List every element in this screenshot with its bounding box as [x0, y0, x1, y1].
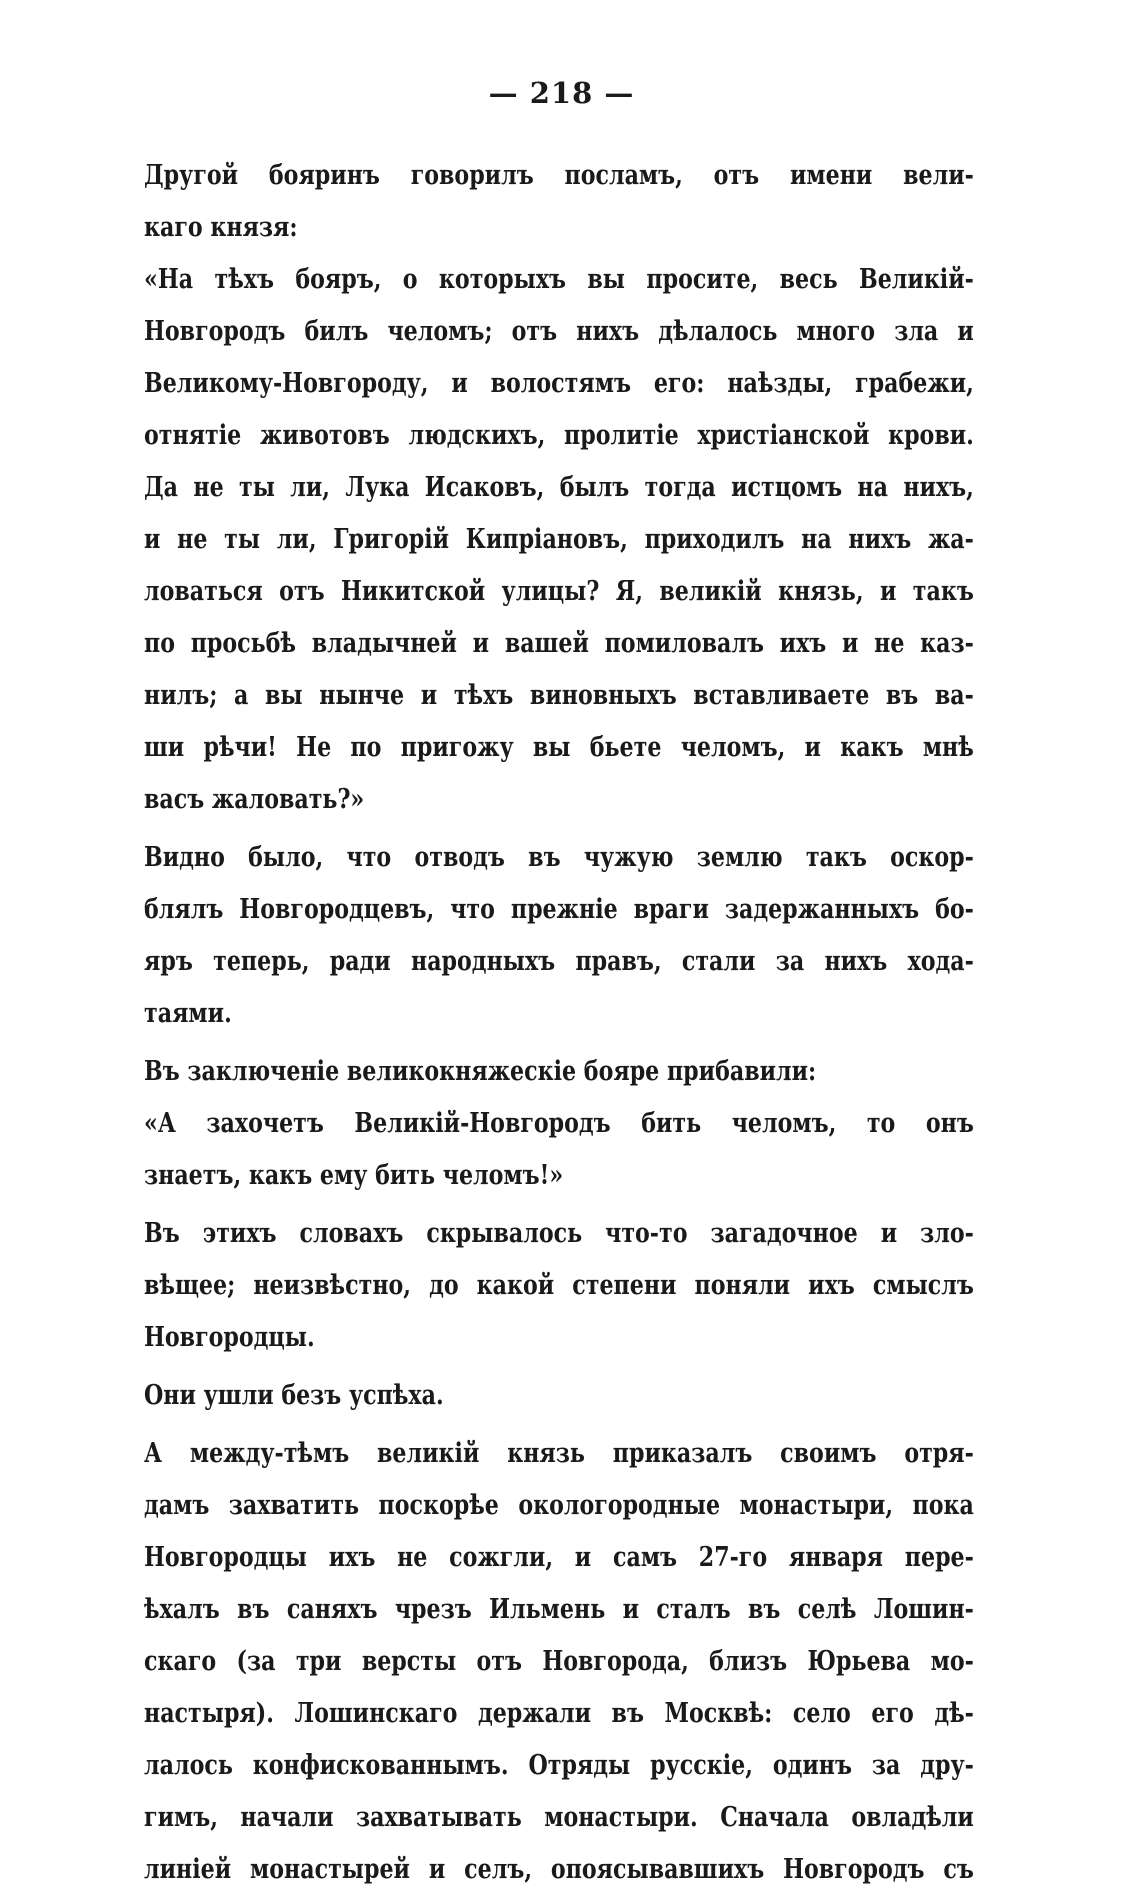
text-line: «На тѣхъ бояръ, о которыхъ вы просите, весь Великій- — [144, 264, 974, 295]
text-line: ѣхалъ въ саняхъ чрезъ Ильмень и сталъ въ селѣ Лошин- — [144, 1594, 974, 1625]
text-line: яръ теперь, ради народныхъ правъ, стали за нихъ хода- — [144, 946, 974, 977]
text-line: А между-тѣмъ великій князь приказалъ своимъ отря- — [144, 1438, 974, 1469]
text-line: Въ заключеніе великокняжескіе бояре прибавили: — [144, 1056, 817, 1087]
text-line: Новгородцы ихъ не сожгли, и самъ 27-го января пере- — [144, 1542, 974, 1573]
text-line: «А захочетъ Великій-Новгородъ бить челомъ, то онъ — [144, 1108, 974, 1139]
text-line: по просьбѣ владычней и вашей помиловалъ ихъ и не каз- — [144, 628, 974, 659]
text-line: васъ жаловать?» — [144, 784, 365, 815]
text-line: лалось конфискованнымъ. Отряды русскіе, одинъ за дру- — [144, 1750, 974, 1781]
text-line: настыря). Лошинскаго держали въ Москвѣ: село его дѣ- — [144, 1698, 974, 1729]
text-line: Другой бояринъ говорилъ посламъ, отъ имени вели- — [144, 160, 974, 191]
text-line: и не ты ли, Григорій Кипріановъ, приходилъ на нихъ жа- — [144, 524, 974, 555]
text-line: вѣщее; неизвѣстно, до какой степени поняли ихъ смыслъ — [144, 1270, 974, 1301]
text-line: Они ушли безъ успѣха. — [144, 1380, 444, 1411]
body-text — [144, 150, 974, 1896]
text-line: нилъ; а вы нынче и тѣхъ виновныхъ вставливаете въ ва- — [144, 680, 974, 711]
text-line: Новгородцы. — [144, 1322, 315, 1353]
text-line: блялъ Новгородцевъ, что прежніе враги задержанныхъ бо- — [144, 894, 974, 925]
text-line: гимъ, начали захватывать монастыри. Сначала овладѣли — [144, 1802, 974, 1833]
text-line: Да не ты ли, Лука Исаковъ, былъ тогда истцомъ на нихъ, — [144, 472, 974, 503]
page-number: — 218 — — [488, 76, 635, 110]
text-line: знаетъ, какъ ему бить челомъ!» — [144, 1160, 564, 1191]
text-line: ши рѣчи! Не по пригожу вы бьете челомъ, и какъ мнѣ — [144, 732, 974, 763]
text-line: дамъ захватить поскорѣе окологородные монастыри, пока — [144, 1490, 974, 1521]
text-line: каго князя: — [144, 212, 298, 243]
text-line: Новгородъ билъ челомъ; отъ нихъ дѣлалось много зла и — [144, 316, 974, 347]
text-line: ловаться отъ Никитской улицы? Я, великій князь, и такъ — [144, 576, 974, 607]
text-line: отнятіе животовъ людскихъ, пролитіе христіанской крови. — [144, 420, 974, 451]
text-line: Видно было, что отводъ въ чужую землю такъ оскор- — [144, 842, 974, 873]
text-line: скаго (за три версты отъ Новгорода, близъ Юрьева мо- — [144, 1646, 974, 1677]
text-line: линіей монастырей и селъ, опоясывавшихъ Новгородъ съ — [144, 1854, 974, 1885]
text-line: Въ этихъ словахъ скрывалось что-то загадочное и зло- — [144, 1218, 974, 1249]
text-line: таями. — [144, 998, 232, 1029]
text-line: Великому-Новгороду, и волостямъ его: наѣзды, грабежи, — [144, 368, 974, 399]
